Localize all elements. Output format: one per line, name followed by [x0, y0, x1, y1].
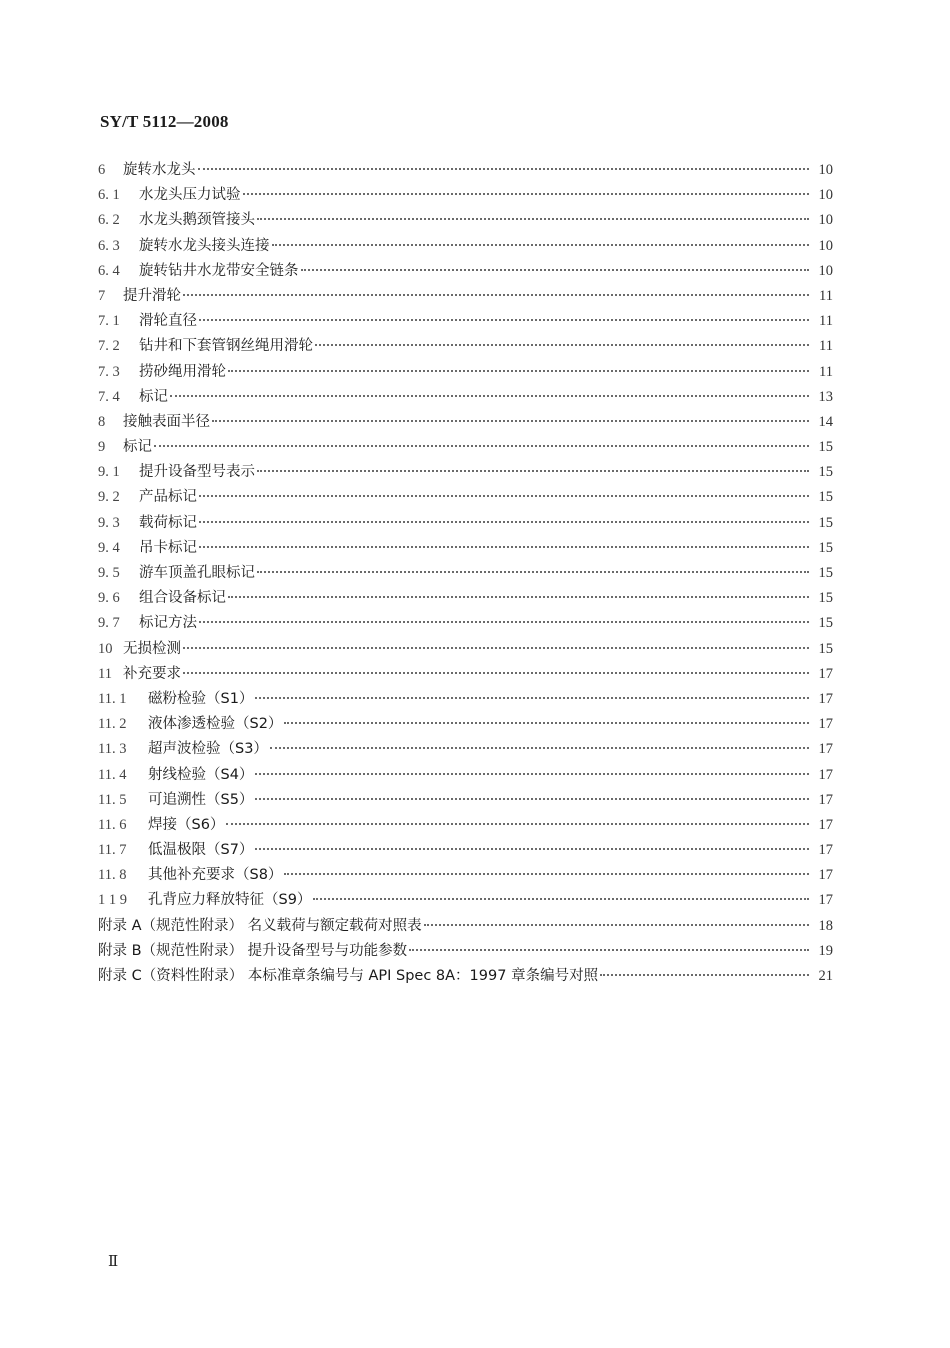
toc-entry-number: 9. 7: [98, 615, 120, 632]
toc-entry-title: 接触表面半径: [123, 413, 210, 430]
toc-entry-page: 17: [818, 690, 833, 707]
toc-entry: [98, 611, 833, 636]
toc-entry-number: 11. 5: [98, 791, 127, 808]
toc-entry-number: 9. 6: [98, 590, 120, 607]
page-number: Ⅱ: [108, 1254, 119, 1270]
document-code: SY/T 5112—2008: [100, 112, 229, 131]
dot-leader: [243, 192, 810, 195]
toc-entry-page: 10: [818, 237, 833, 254]
dot-leader: [199, 620, 809, 623]
toc-entry-title: 超声波检验（S3）: [148, 741, 268, 758]
dot-leader: [199, 545, 809, 548]
toc-entry: [98, 813, 833, 838]
toc-entry-title: 标记方法: [139, 615, 197, 632]
toc-entry-title: 提升设备型号表示: [139, 464, 255, 481]
toc-entry-page: 15: [818, 514, 833, 531]
toc-entry-number: 7. 2: [98, 338, 120, 355]
toc-entry: [98, 208, 833, 233]
toc-entry-page: 15: [818, 464, 833, 481]
dot-leader: [315, 343, 809, 346]
toc-entry: [98, 460, 833, 485]
toc-entry: [98, 485, 833, 510]
dot-leader: [257, 469, 809, 472]
toc-entry-title: 射线检验（S4）: [148, 766, 254, 783]
toc-entry-title: 吊卡标记: [139, 539, 197, 556]
toc-entry: [98, 259, 833, 284]
toc-entry-number: 6. 1: [98, 187, 120, 204]
toc-entry-number: 7. 4: [98, 388, 120, 405]
toc-entry-number: 6. 4: [98, 262, 120, 279]
toc-entry-number: 9: [98, 439, 106, 456]
toc-entry-title: 旋转水龙头接头连接: [139, 237, 270, 254]
toc-entry: [98, 838, 833, 863]
toc-entry-title: 液体渗透检验（S2）: [148, 716, 283, 733]
dot-leader: [409, 948, 809, 951]
dot-leader: [257, 570, 809, 573]
toc-entry-number: 9. 2: [98, 489, 120, 506]
toc-entry-page: 17: [818, 741, 833, 758]
toc-entry-page: 17: [818, 716, 833, 733]
toc-entry-title: 无损检测: [123, 640, 181, 657]
toc-entry-page: 15: [818, 615, 833, 632]
toc-entry-page: 11: [819, 363, 833, 380]
toc-entry: [98, 712, 833, 737]
dot-leader: [170, 394, 809, 397]
toc-entry-number: 11. 2: [98, 716, 127, 733]
dot-leader: [228, 369, 809, 372]
toc-entry-title: 焊接（S6）: [148, 816, 225, 833]
toc-entry: [98, 183, 833, 208]
dot-leader: [198, 167, 810, 170]
dot-leader: [199, 494, 809, 497]
toc-entry: [98, 158, 833, 183]
toc-entry-page: 10: [818, 162, 833, 178]
toc-entry-page: 21: [818, 968, 833, 984]
toc-entry: [98, 586, 833, 611]
dot-leader: [313, 897, 809, 900]
dot-leader: [212, 419, 809, 422]
toc-entry-page: 17: [818, 867, 833, 884]
toc-entry-title: 低温极限（S7）: [148, 842, 254, 859]
dot-leader: [284, 721, 809, 724]
toc-entry-title: 载荷标记: [139, 514, 197, 531]
toc-entry-title: 水龙头鹅颈管接头: [139, 212, 255, 229]
toc-entry-number: 9. 1: [98, 464, 120, 481]
toc-entry: [98, 385, 833, 410]
toc-entry-title: 提升滑轮: [123, 287, 181, 304]
toc-entry-title: 标记: [123, 439, 152, 456]
toc-entry-title: 其他补充要求（S8）: [148, 867, 283, 884]
toc-entry-page: 15: [818, 590, 833, 607]
dot-leader: [255, 772, 809, 775]
toc-entry: [98, 637, 833, 662]
toc-entry-number: 1 1 9: [98, 892, 127, 909]
dot-leader: [255, 797, 809, 800]
toc-entry-title: 孔背应力释放特征（S9）: [148, 892, 312, 909]
toc-entry-title: 组合设备标记: [139, 590, 226, 607]
toc-entry: [98, 284, 833, 309]
toc-entry: [98, 687, 833, 712]
dot-leader: [183, 293, 809, 296]
dot-leader: [255, 696, 809, 699]
toc-entry-number: 11: [98, 665, 112, 682]
toc-entry-page: 17: [818, 665, 833, 682]
toc-entry: [98, 360, 833, 385]
toc-entry-title: 钻井和下套管钢丝绳用滑轮: [139, 338, 313, 355]
toc-entry-title: 滑轮直径: [139, 313, 197, 330]
toc-entry: [98, 511, 833, 536]
toc-entry-title: 旋转水龙头: [123, 162, 196, 178]
dot-leader: [154, 444, 809, 447]
toc-entry: [98, 334, 833, 359]
toc-entry-page: 17: [818, 892, 833, 909]
dot-leader: [284, 872, 809, 875]
toc-entry-page: 17: [818, 766, 833, 783]
toc-entry-page: 11: [819, 287, 833, 304]
toc-entry-page: 14: [818, 413, 833, 430]
toc-entry: [98, 788, 833, 813]
toc-entry: [98, 435, 833, 460]
toc-entry-page: 11: [819, 313, 833, 330]
dot-leader: [226, 822, 809, 825]
dot-leader: [183, 646, 809, 649]
toc-entry: [98, 234, 833, 259]
toc-entry-page: 10: [818, 262, 833, 279]
toc-entry-number: 11. 4: [98, 766, 127, 783]
toc-entry: [98, 536, 833, 561]
toc-entry-title: 附录 C（资料性附录） 本标准章条编号与 API Spec 8A：1997 章条编号对照: [98, 968, 599, 984]
toc-entry: [98, 561, 833, 586]
toc-entry: [98, 737, 833, 762]
toc-entry-number: 11. 6: [98, 816, 127, 833]
dot-leader: [255, 847, 809, 850]
toc-entry: [98, 309, 833, 334]
toc-entry-page: 10: [818, 187, 833, 204]
toc-entry-number: 11. 8: [98, 867, 127, 884]
dot-leader: [270, 746, 809, 749]
toc-entry: [98, 863, 833, 888]
toc-entry-title: 水龙头压力试验: [139, 187, 241, 204]
toc-entry-page: 18: [818, 917, 833, 934]
toc-entry: [98, 763, 833, 788]
toc-entry-number: 8: [98, 413, 106, 430]
dot-leader: [228, 595, 809, 598]
toc-entry-title: 附录 A（规范性附录） 名义载荷与额定载荷对照表: [98, 917, 422, 934]
toc-entry-number: 6. 3: [98, 237, 120, 254]
dot-leader: [199, 318, 809, 321]
toc-entry: [98, 662, 833, 687]
toc-entry-title: 捞砂绳用滑轮: [139, 363, 226, 380]
toc-entry-number: 9. 3: [98, 514, 120, 531]
toc-entry-page: 15: [818, 640, 833, 657]
toc-entry-title: 产品标记: [139, 489, 197, 506]
toc-entry: [98, 888, 833, 913]
toc-entry-title: 游车顶盖孔眼标记: [139, 565, 255, 581]
dot-leader: [272, 243, 810, 246]
toc-entry-page: 17: [818, 842, 833, 859]
toc-entry-number: 6. 2: [98, 212, 120, 229]
dot-leader: [600, 973, 809, 976]
toc-entry-number: 11. 1: [98, 690, 127, 707]
toc-entry-number: 11. 7: [98, 842, 127, 859]
toc-entry-number: 9. 4: [98, 539, 120, 556]
toc-entry-page: 10: [818, 212, 833, 229]
toc-entry-page: 15: [818, 489, 833, 506]
toc-entry-page: 15: [818, 439, 833, 456]
toc-entry: [98, 964, 833, 989]
dot-leader: [257, 217, 809, 220]
toc-entry: [98, 410, 833, 435]
toc-entry-number: 6: [98, 162, 106, 178]
toc-entry-page: 15: [818, 565, 833, 581]
toc-entry-page: 15: [818, 539, 833, 556]
toc-entry-title: 标记: [139, 388, 168, 405]
table-of-contents: [98, 158, 833, 989]
dot-leader: [199, 520, 809, 523]
toc-entry-number: 7: [98, 287, 106, 304]
dot-leader: [301, 268, 810, 271]
toc-entry-page: 19: [818, 942, 833, 959]
toc-entry-title: 补充要求: [123, 665, 181, 682]
toc-entry-page: 17: [818, 791, 833, 808]
toc-entry-page: 17: [818, 816, 833, 833]
toc-entry-title: 附录 B（规范性附录） 提升设备型号与功能参数: [98, 942, 408, 959]
dot-leader: [183, 671, 809, 674]
toc-entry-number: 7. 3: [98, 363, 120, 380]
toc-entry-title: 可追溯性（S5）: [148, 791, 254, 808]
toc-entry-number: 11. 3: [98, 741, 127, 758]
toc-entry-page: 11: [819, 338, 833, 355]
toc-entry-page: 13: [818, 388, 833, 405]
toc-entry-title: 磁粉检验（S1）: [148, 690, 254, 707]
toc-entry-title: 旋转钻井水龙带安全链条: [139, 262, 299, 279]
toc-entry-number: 10: [98, 640, 113, 657]
toc-entry: [98, 914, 833, 939]
toc-entry-number: 9. 5: [98, 565, 120, 581]
toc-entry-number: 7. 1: [98, 313, 120, 330]
toc-entry: [98, 939, 833, 964]
dot-leader: [424, 923, 809, 926]
